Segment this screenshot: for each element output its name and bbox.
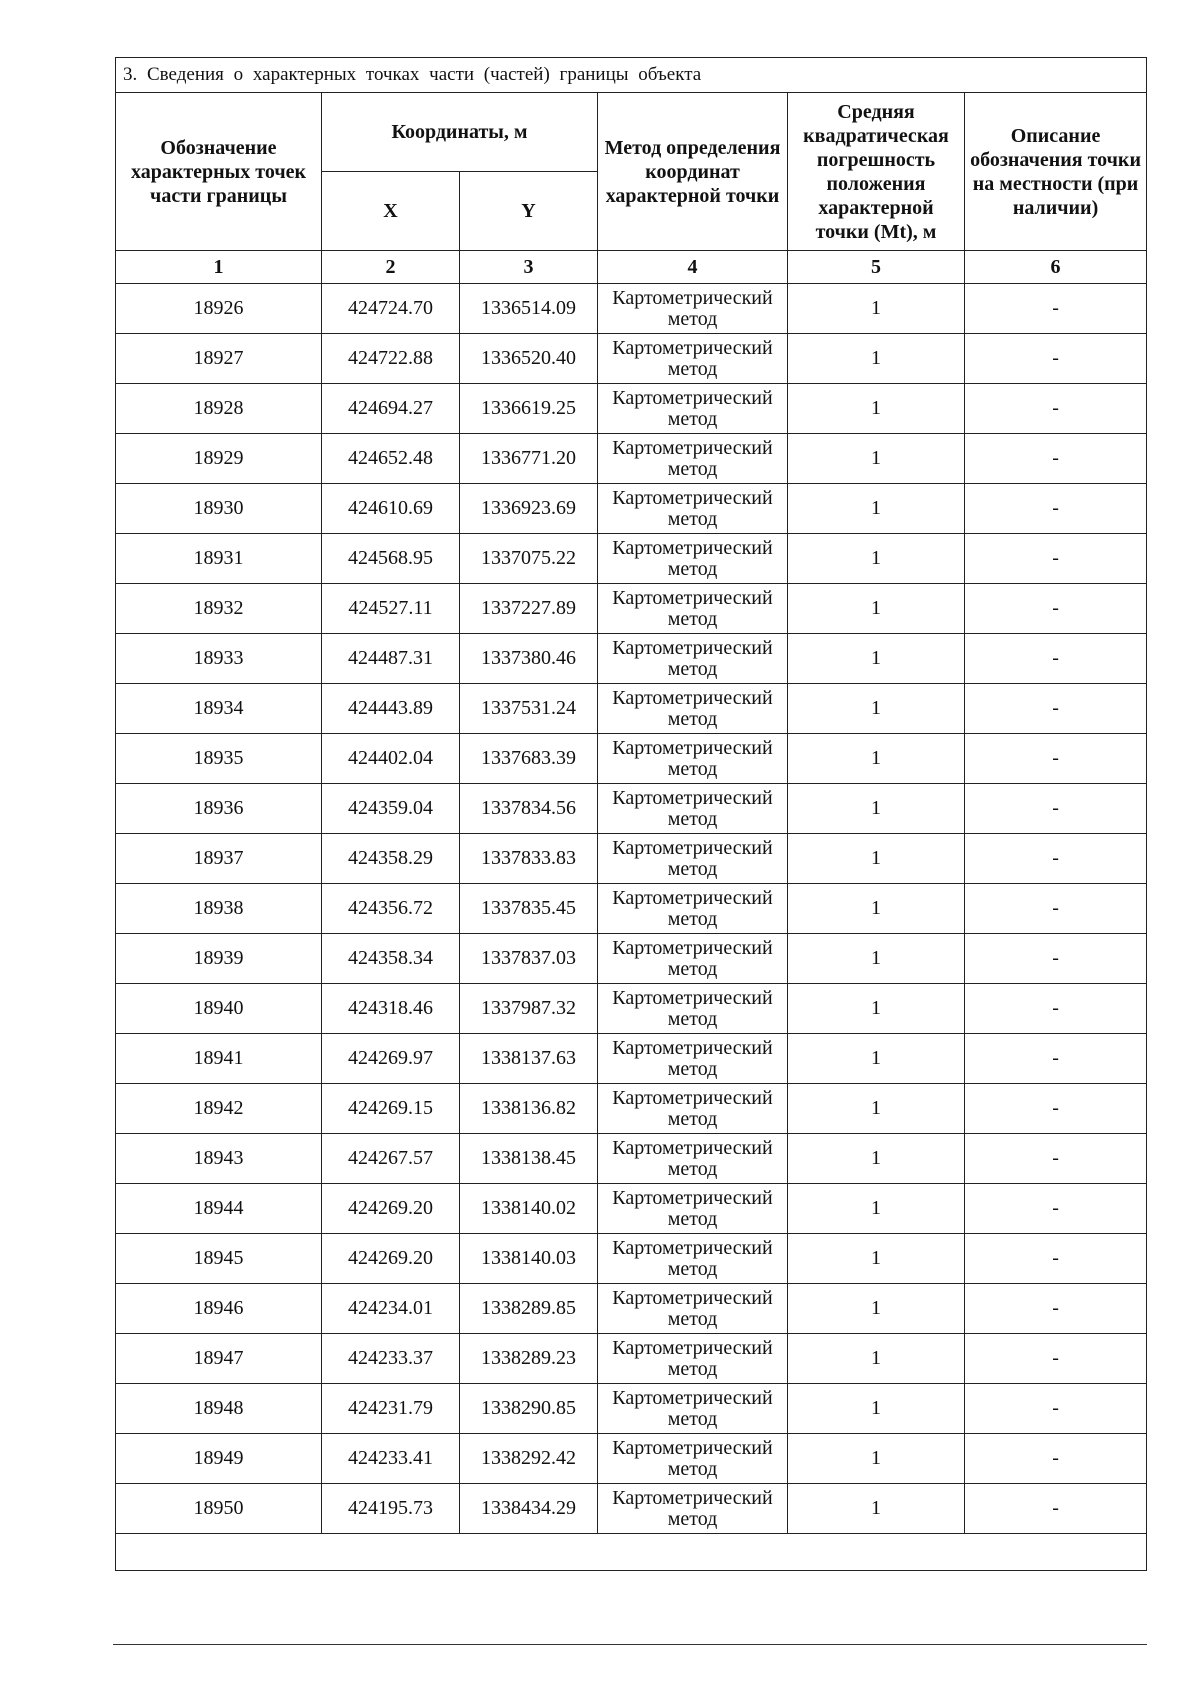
x-coordinate-cell: 424269.20 (322, 1234, 460, 1284)
method-text-line2: метод (667, 607, 718, 630)
x-coordinate-cell: 424318.46 (322, 984, 460, 1034)
point-cell: 18943 (116, 1134, 322, 1184)
method-text-line2: метод (667, 307, 718, 330)
method-text-line2: метод (667, 957, 718, 980)
description-cell: - (965, 584, 1147, 634)
method-text-line1: Картометрический (612, 436, 773, 459)
header-designation: Обозначение характерных точек части границы (116, 93, 322, 251)
y-coordinate-cell: 1337834.56 (460, 784, 598, 834)
method-text-line1: Картометрический (612, 1136, 773, 1159)
column-number: 3 (460, 251, 598, 284)
point-cell: 18936 (116, 784, 322, 834)
method-cell (598, 884, 788, 934)
description-cell: - (965, 1034, 1147, 1084)
x-coordinate-cell: 424233.37 (322, 1334, 460, 1384)
method-cell (598, 984, 788, 1034)
method-cell (598, 834, 788, 884)
method-text-line1: Картометрический (612, 1036, 773, 1059)
method-text-line2: метод (667, 657, 718, 680)
point-cell: 18944 (116, 1184, 322, 1234)
method-text-line2: метод (667, 707, 718, 730)
method-cell (598, 384, 788, 434)
method-cell (598, 1434, 788, 1484)
method-text-line1: Картометрический (612, 886, 773, 909)
method-text-line2: метод (667, 757, 718, 780)
method-text-line1: Картометрический (612, 786, 773, 809)
point-cell: 18929 (116, 434, 322, 484)
x-coordinate-cell: 424610.69 (322, 484, 460, 534)
error-cell: 1 (788, 1034, 965, 1084)
method-text-line1: Картометрический (612, 336, 773, 359)
column-number: 2 (322, 251, 460, 284)
section-title-text: 3. Сведения о характерных точках части (частей) границы объекта (123, 64, 702, 85)
table-row (116, 884, 1147, 934)
header-description: Описание обозначения точки на местности (при наличии) (965, 93, 1147, 251)
error-cell: 1 (788, 1234, 965, 1284)
method-cell (598, 934, 788, 984)
description-cell: - (965, 1384, 1147, 1434)
method-text-line1: Картометрический (612, 1486, 773, 1509)
method-text-line1: Картометрический (612, 736, 773, 759)
y-coordinate-cell: 1338289.85 (460, 1284, 598, 1334)
error-cell: 1 (788, 1434, 965, 1484)
error-cell: 1 (788, 934, 965, 984)
point-cell: 18933 (116, 634, 322, 684)
table-row (116, 334, 1147, 384)
description-cell: - (965, 734, 1147, 784)
x-coordinate-cell: 424269.20 (322, 1184, 460, 1234)
method-text-line2: метод (667, 407, 718, 430)
y-coordinate-cell: 1338136.82 (460, 1084, 598, 1134)
error-cell: 1 (788, 634, 965, 684)
error-cell: 1 (788, 684, 965, 734)
point-cell: 18947 (116, 1334, 322, 1384)
x-coordinate-cell: 424694.27 (322, 384, 460, 434)
description-cell: - (965, 1484, 1147, 1534)
point-cell: 18939 (116, 934, 322, 984)
header-x: X (322, 172, 460, 251)
table-footer-cell (116, 1534, 1147, 1571)
y-coordinate-cell: 1337075.22 (460, 534, 598, 584)
method-text-line2: метод (667, 1107, 718, 1130)
table-row (116, 1284, 1147, 1334)
point-cell: 18940 (116, 984, 322, 1034)
method-text-line2: метод (667, 507, 718, 530)
method-text-line2: метод (667, 1157, 718, 1180)
table-row (116, 784, 1147, 834)
table-row (116, 934, 1147, 984)
y-coordinate-cell: 1337835.45 (460, 884, 598, 934)
x-coordinate-cell: 424231.79 (322, 1384, 460, 1434)
method-text-line1: Картометрический (612, 1386, 773, 1409)
y-coordinate-cell: 1336514.09 (460, 284, 598, 334)
description-cell: - (965, 384, 1147, 434)
method-text-line1: Картометрический (612, 1086, 773, 1109)
x-coordinate-cell: 424722.88 (322, 334, 460, 384)
y-coordinate-cell: 1338292.42 (460, 1434, 598, 1484)
y-coordinate-cell: 1337380.46 (460, 634, 598, 684)
method-cell (598, 484, 788, 534)
column-number: 6 (965, 251, 1147, 284)
point-cell: 18931 (116, 534, 322, 584)
table-row (116, 984, 1147, 1034)
table-row (116, 284, 1147, 334)
description-cell: - (965, 284, 1147, 334)
error-cell: 1 (788, 1134, 965, 1184)
error-cell: 1 (788, 1334, 965, 1384)
table-row (116, 1034, 1147, 1084)
description-cell: - (965, 334, 1147, 384)
description-cell: - (965, 934, 1147, 984)
y-coordinate-cell: 1336771.20 (460, 434, 598, 484)
point-cell: 18945 (116, 1234, 322, 1284)
point-cell: 18949 (116, 1434, 322, 1484)
method-text-line1: Картометрический (612, 936, 773, 959)
y-coordinate-cell: 1337837.03 (460, 934, 598, 984)
method-text-line2: метод (667, 1307, 718, 1330)
method-text-line2: метод (667, 1057, 718, 1080)
error-cell: 1 (788, 434, 965, 484)
x-coordinate-cell: 424358.34 (322, 934, 460, 984)
table-row (116, 534, 1147, 584)
y-coordinate-cell: 1338434.29 (460, 1484, 598, 1534)
description-cell: - (965, 1184, 1147, 1234)
method-cell (598, 1034, 788, 1084)
description-cell: - (965, 634, 1147, 684)
x-coordinate-cell: 424269.97 (322, 1034, 460, 1084)
description-cell: - (965, 434, 1147, 484)
x-coordinate-cell: 424568.95 (322, 534, 460, 584)
method-cell (598, 584, 788, 634)
error-cell: 1 (788, 534, 965, 584)
description-cell: - (965, 884, 1147, 934)
method-cell (598, 334, 788, 384)
point-cell: 18930 (116, 484, 322, 534)
method-text-line1: Картометрический (612, 1236, 773, 1259)
point-cell: 18946 (116, 1284, 322, 1334)
point-cell: 18934 (116, 684, 322, 734)
y-coordinate-cell: 1337531.24 (460, 684, 598, 734)
method-text-line2: метод (667, 1407, 718, 1430)
point-cell: 18928 (116, 384, 322, 434)
error-cell: 1 (788, 384, 965, 434)
error-cell: 1 (788, 1284, 965, 1334)
point-cell: 18927 (116, 334, 322, 384)
x-coordinate-cell: 424652.48 (322, 434, 460, 484)
section-title-row (116, 58, 1147, 93)
y-coordinate-cell: 1336923.69 (460, 484, 598, 534)
method-cell (598, 1234, 788, 1284)
error-cell: 1 (788, 1184, 965, 1234)
description-cell: - (965, 784, 1147, 834)
method-text-line2: метод (667, 857, 718, 880)
error-cell: 1 (788, 484, 965, 534)
x-coordinate-cell: 424267.57 (322, 1134, 460, 1184)
y-coordinate-cell: 1338138.45 (460, 1134, 598, 1184)
point-cell: 18932 (116, 584, 322, 634)
y-coordinate-cell: 1337987.32 (460, 984, 598, 1034)
y-coordinate-cell: 1338289.23 (460, 1334, 598, 1384)
description-cell: - (965, 1434, 1147, 1484)
x-coordinate-cell: 424358.29 (322, 834, 460, 884)
y-coordinate-cell: 1337227.89 (460, 584, 598, 634)
method-cell (598, 634, 788, 684)
error-cell: 1 (788, 1084, 965, 1134)
y-coordinate-cell: 1338137.63 (460, 1034, 598, 1084)
x-coordinate-cell: 424359.04 (322, 784, 460, 834)
method-cell (598, 284, 788, 334)
method-text-line2: метод (667, 807, 718, 830)
method-text-line2: метод (667, 1007, 718, 1030)
method-text-line1: Картометрический (612, 286, 773, 309)
method-text-line2: метод (667, 457, 718, 480)
table-row (116, 384, 1147, 434)
method-text-line1: Картометрический (612, 636, 773, 659)
x-coordinate-cell: 424487.31 (322, 634, 460, 684)
y-coordinate-cell: 1336619.25 (460, 384, 598, 434)
table-row (116, 834, 1147, 884)
table-row (116, 1334, 1147, 1384)
method-text-line1: Картометрический (612, 586, 773, 609)
error-cell: 1 (788, 584, 965, 634)
table-row (116, 734, 1147, 784)
y-coordinate-cell: 1338140.03 (460, 1234, 598, 1284)
x-coordinate-cell: 424234.01 (322, 1284, 460, 1334)
error-cell: 1 (788, 984, 965, 1034)
description-cell: - (965, 1284, 1147, 1334)
error-cell: 1 (788, 334, 965, 384)
table-row (116, 434, 1147, 484)
x-coordinate-cell: 424402.04 (322, 734, 460, 784)
error-cell: 1 (788, 1384, 965, 1434)
method-cell (598, 1134, 788, 1184)
section-title (116, 58, 1147, 93)
x-coordinate-cell: 424356.72 (322, 884, 460, 934)
method-cell (598, 1184, 788, 1234)
error-cell: 1 (788, 784, 965, 834)
table-row (116, 1084, 1147, 1134)
point-cell: 18948 (116, 1384, 322, 1434)
column-number: 5 (788, 251, 965, 284)
x-coordinate-cell: 424443.89 (322, 684, 460, 734)
header-error: Средняя квадратическая погрешность положения характерной точки (Mt), м (788, 93, 965, 251)
method-text-line1: Картометрический (612, 1186, 773, 1209)
description-cell: - (965, 1134, 1147, 1184)
error-cell: 1 (788, 284, 965, 334)
table-row (116, 1184, 1147, 1234)
error-cell: 1 (788, 1484, 965, 1534)
point-cell: 18926 (116, 284, 322, 334)
method-text-line2: метод (667, 1457, 718, 1480)
method-text-line2: метод (667, 557, 718, 580)
method-cell (598, 734, 788, 784)
error-cell: 1 (788, 734, 965, 784)
y-coordinate-cell: 1338290.85 (460, 1384, 598, 1434)
method-cell (598, 434, 788, 484)
description-cell: - (965, 1334, 1147, 1384)
method-text-line1: Картометрический (612, 1436, 773, 1459)
method-cell (598, 784, 788, 834)
method-text-line2: метод (667, 357, 718, 380)
method-text-line1: Картометрический (612, 1286, 773, 1309)
x-coordinate-cell: 424724.70 (322, 284, 460, 334)
method-cell (598, 1084, 788, 1134)
description-cell: - (965, 1084, 1147, 1134)
column-numbers-row (116, 251, 1147, 284)
x-coordinate-cell: 424195.73 (322, 1484, 460, 1534)
table-row (116, 1434, 1147, 1484)
method-text-line1: Картометрический (612, 386, 773, 409)
method-text-line1: Картометрический (612, 686, 773, 709)
header-coordinates: Координаты, м (322, 93, 598, 172)
method-text-line2: метод (667, 907, 718, 930)
table-row (116, 684, 1147, 734)
method-cell (598, 1284, 788, 1334)
description-cell: - (965, 534, 1147, 584)
column-number: 4 (598, 251, 788, 284)
header-method: Метод определения координат характерной точки (598, 93, 788, 251)
method-cell (598, 1334, 788, 1384)
description-cell: - (965, 484, 1147, 534)
x-coordinate-cell: 424233.41 (322, 1434, 460, 1484)
description-cell: - (965, 984, 1147, 1034)
table-footer-row (116, 1534, 1147, 1571)
y-coordinate-cell: 1337833.83 (460, 834, 598, 884)
method-text-line2: метод (667, 1357, 718, 1380)
y-coordinate-cell: 1338140.02 (460, 1184, 598, 1234)
table-row (116, 1384, 1147, 1434)
point-cell: 18937 (116, 834, 322, 884)
error-cell: 1 (788, 834, 965, 884)
description-cell: - (965, 684, 1147, 734)
point-cell: 18935 (116, 734, 322, 784)
method-cell (598, 534, 788, 584)
header-y: Y (460, 172, 598, 251)
description-cell: - (965, 1234, 1147, 1284)
method-cell (598, 1384, 788, 1434)
table-row (116, 1234, 1147, 1284)
column-number: 1 (116, 251, 322, 284)
method-text-line1: Картометрический (612, 1336, 773, 1359)
bottom-divider (113, 1644, 1147, 1645)
table-row (116, 1134, 1147, 1184)
method-cell (598, 684, 788, 734)
point-cell: 18941 (116, 1034, 322, 1084)
table-row (116, 1484, 1147, 1534)
point-cell: 18938 (116, 884, 322, 934)
table-row (116, 634, 1147, 684)
table-row (116, 484, 1147, 534)
boundary-points-table (115, 57, 1147, 1571)
method-text-line2: метод (667, 1257, 718, 1280)
method-cell (598, 1484, 788, 1534)
method-text-line2: метод (667, 1207, 718, 1230)
method-text-line2: метод (667, 1507, 718, 1530)
point-cell: 18942 (116, 1084, 322, 1134)
x-coordinate-cell: 424527.11 (322, 584, 460, 634)
method-text-line1: Картометрический (612, 836, 773, 859)
method-text-line1: Картометрический (612, 486, 773, 509)
error-cell: 1 (788, 884, 965, 934)
y-coordinate-cell: 1337683.39 (460, 734, 598, 784)
table-row (116, 584, 1147, 634)
y-coordinate-cell: 1336520.40 (460, 334, 598, 384)
header-row-top (116, 93, 1147, 172)
point-cell: 18950 (116, 1484, 322, 1534)
method-text-line1: Картометрический (612, 536, 773, 559)
description-cell: - (965, 834, 1147, 884)
method-text-line1: Картометрический (612, 986, 773, 1009)
x-coordinate-cell: 424269.15 (322, 1084, 460, 1134)
